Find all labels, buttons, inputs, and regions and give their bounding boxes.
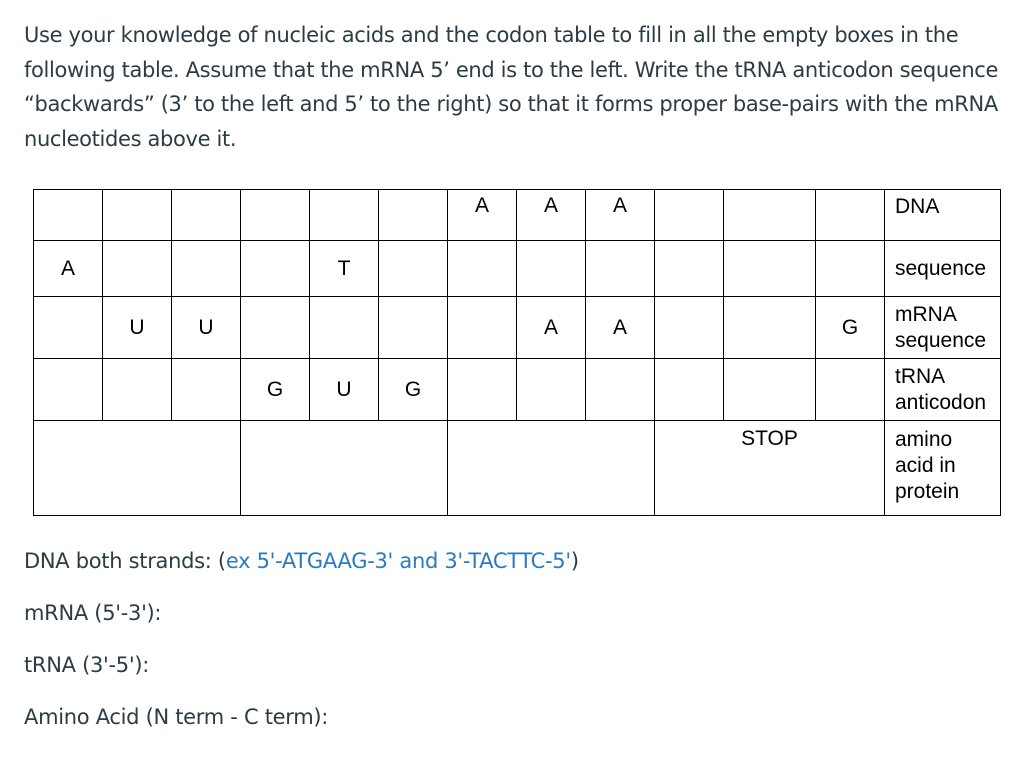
table-cell[interactable] xyxy=(724,359,816,421)
table-cell[interactable] xyxy=(379,241,448,297)
amino-acid-cell[interactable] xyxy=(448,421,655,516)
table-cell[interactable] xyxy=(448,241,517,297)
table-cell[interactable] xyxy=(586,241,655,297)
table-cell[interactable] xyxy=(517,359,586,421)
nucleic-acid-table xyxy=(33,189,1001,516)
amino-acid-label-line: amino xyxy=(895,428,953,451)
table-cell[interactable]: U xyxy=(172,297,241,359)
table-cell[interactable]: A xyxy=(517,190,586,241)
table-cell[interactable] xyxy=(103,241,172,297)
table-cell[interactable] xyxy=(172,190,241,241)
table-cell[interactable] xyxy=(241,241,310,297)
table-cell[interactable] xyxy=(379,190,448,241)
table-cell[interactable]: U xyxy=(103,297,172,359)
table-cell[interactable] xyxy=(310,297,379,359)
table-cell[interactable] xyxy=(655,241,724,297)
table-cell[interactable] xyxy=(34,297,103,359)
table-cell[interactable]: A xyxy=(517,297,586,359)
table-cell[interactable]: A xyxy=(586,297,655,359)
amino-acid-label-line: acid in xyxy=(895,454,956,477)
table-cell[interactable] xyxy=(103,359,172,421)
amino-acid-cell[interactable]: STOP xyxy=(655,421,885,516)
mrna-label-line: mRNA xyxy=(895,302,957,326)
table-cell[interactable]: A xyxy=(586,190,655,241)
table-cell[interactable] xyxy=(655,297,724,359)
amino-acid-cell[interactable] xyxy=(34,421,241,516)
table-cell[interactable]: A xyxy=(34,241,103,297)
dna-question-suffix: ) xyxy=(570,549,579,573)
mrna-label-line: sequence xyxy=(895,328,987,352)
table-cell[interactable] xyxy=(103,190,172,241)
table-cell[interactable] xyxy=(241,190,310,241)
dna-both-strands-question xyxy=(24,549,579,573)
table-cell[interactable]: A xyxy=(448,190,517,241)
table-cell[interactable] xyxy=(241,297,310,359)
table-cell[interactable]: U xyxy=(310,359,379,421)
table-cell[interactable] xyxy=(379,297,448,359)
table-cell[interactable] xyxy=(448,359,517,421)
dna-row-top xyxy=(34,190,1001,241)
table-cell[interactable] xyxy=(816,359,885,421)
amino-acid-question: Amino Acid (N term - C term): xyxy=(24,705,329,729)
trna-row xyxy=(34,359,1001,421)
amino-acid-row xyxy=(34,421,1001,516)
amino-acid-label xyxy=(885,421,1001,516)
table-cell[interactable] xyxy=(816,190,885,241)
dna-label-bottom: sequence xyxy=(885,241,1001,297)
dna-question-prefix: DNA both strands: ( xyxy=(24,549,226,573)
trna-question: tRNA (3'-5'): xyxy=(24,653,149,677)
trna-label-line: anticodon xyxy=(895,390,987,414)
table-cell[interactable] xyxy=(448,297,517,359)
amino-acid-label-line: protein xyxy=(895,480,960,503)
table-cell[interactable] xyxy=(172,359,241,421)
mrna-label xyxy=(885,297,1001,359)
table-cell[interactable] xyxy=(724,190,816,241)
trna-label-line: tRNA xyxy=(895,364,946,388)
table-cell[interactable] xyxy=(586,359,655,421)
table-cell[interactable] xyxy=(34,359,103,421)
mrna-question: mRNA (5'-3'): xyxy=(24,601,162,625)
table-cell[interactable] xyxy=(655,190,724,241)
amino-acid-cell[interactable] xyxy=(241,421,448,516)
table-cell[interactable]: G xyxy=(379,359,448,421)
table-cell[interactable] xyxy=(816,241,885,297)
table-cell[interactable] xyxy=(724,297,816,359)
table-cell[interactable] xyxy=(655,359,724,421)
table-cell[interactable]: T xyxy=(310,241,379,297)
dna-row-bottom xyxy=(34,241,1001,297)
table-cell[interactable]: G xyxy=(241,359,310,421)
table-cell[interactable] xyxy=(310,190,379,241)
table-cell[interactable] xyxy=(724,241,816,297)
mrna-row xyxy=(34,297,1001,359)
table-cell[interactable] xyxy=(34,190,103,241)
dna-example-text: ex 5'-ATGAAG-3' and 3'-TACTTC-5' xyxy=(225,549,571,573)
table-cell[interactable]: G xyxy=(816,297,885,359)
trna-label xyxy=(885,359,1001,421)
table-cell[interactable] xyxy=(517,241,586,297)
instructions-text: Use your knowledge of nucleic acids and the codon table to fill in all the empty boxes in the following table. Assume that the mRNA 5’ end is to the left. Write the tRNA anticodon sequence “backwards” (3’ to the left and 5’ to the right) so that it forms proper base-pairs with the mRNA nucleotides above it. xyxy=(24,23,999,151)
dna-label-top: DNA xyxy=(885,190,1001,241)
table-cell[interactable] xyxy=(172,241,241,297)
